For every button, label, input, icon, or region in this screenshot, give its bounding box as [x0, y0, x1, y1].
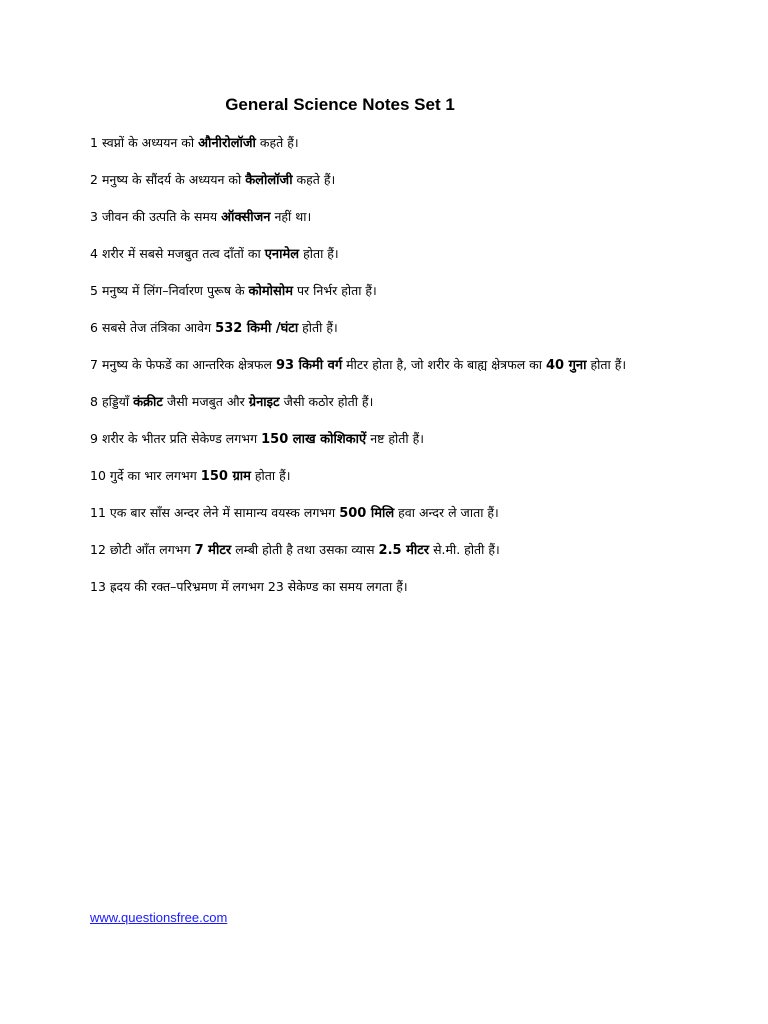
- note-number: 2: [90, 172, 98, 187]
- note-text: नहीं था।: [274, 209, 312, 224]
- note-text: नष्ट होती हैं।: [370, 431, 425, 446]
- note-item: [90, 430, 690, 449]
- note-item: [90, 171, 690, 190]
- note-highlight: एनामेल: [264, 247, 300, 262]
- note-text: छोटी ऑंत लगभग: [109, 542, 191, 557]
- note-text: होती हैं।: [302, 320, 338, 335]
- note-number: 7: [90, 357, 98, 372]
- note-highlight: ग्रेनाइट: [248, 395, 280, 410]
- note-number: 3: [90, 209, 98, 224]
- note-highlight: 2.5 मीटर: [378, 543, 430, 558]
- notes-list: [90, 134, 690, 614]
- note-item: [90, 578, 690, 596]
- note-highlight: कंक्रीट: [133, 395, 163, 410]
- note-item: [90, 134, 690, 153]
- note-number: 9: [90, 431, 98, 446]
- note-text: कहते हैं।: [296, 172, 336, 187]
- note-text: जीवन की उत्पति के समय: [101, 209, 218, 224]
- website-link[interactable]: www.questionsfree.com: [90, 910, 228, 925]
- note-text: जैसी कठोर होती हैं।: [283, 394, 374, 409]
- note-text: लम्बी होती है तथा उसका व्यास: [235, 542, 375, 557]
- note-item: [90, 467, 690, 486]
- note-item: [90, 393, 690, 412]
- note-text: होता हैं।: [254, 468, 291, 483]
- note-highlight: ऑक्सीजन: [221, 210, 271, 225]
- note-number: 6: [90, 320, 98, 335]
- note-highlight: 7 मीटर: [194, 543, 232, 558]
- note-text: स्वप्नों के अध्ययन को: [101, 135, 195, 150]
- note-item: [90, 245, 690, 264]
- note-highlight: औनीरोलॉजी: [198, 136, 256, 151]
- note-item: [90, 504, 690, 523]
- note-text: शरीर के भीतर प्रति सेकेण्ड लगभग: [101, 431, 258, 446]
- note-text: मीटर होता है, जो शरीर के बाह्य क्षेत्रफल का: [346, 357, 543, 372]
- note-text: एक बार सॉंस अन्दर लेने में सामान्य वयस्क लगभग: [109, 505, 336, 520]
- note-highlight: कैलोलॉजी: [245, 173, 293, 188]
- note-number: 8: [90, 394, 98, 409]
- note-highlight: कोमोसोम: [248, 284, 293, 299]
- note-text: हवा अन्दर ले जाता हैं।: [398, 505, 499, 520]
- note-number: 1: [90, 135, 98, 150]
- note-item: [90, 356, 690, 375]
- note-text: ह्रदय की रक्त–परिभ्रमण में लगभग 23 सेकेण्ड का समय लगता हैं।: [109, 579, 408, 594]
- note-text: कहते हैं।: [259, 135, 299, 150]
- note-text: पर निर्भर होता हैं।: [296, 283, 377, 298]
- note-highlight: 150 ग्राम: [200, 469, 251, 484]
- note-item: [90, 319, 690, 338]
- note-text: शरीर में सबसे मजबुत तत्व दॉंतों का: [101, 246, 261, 261]
- document-title: General Science Notes Set 1: [225, 95, 455, 114]
- note-text: होता हैं।: [590, 357, 627, 372]
- note-number: 12: [90, 542, 106, 557]
- note-number: 4: [90, 246, 98, 261]
- note-text: से.मी. होती हैं।: [433, 542, 500, 557]
- note-text: मनुष्य के फेफडें का आन्तरिक क्षेत्रफल: [101, 357, 272, 372]
- note-highlight: 150 लाख कोशिकाऐं: [261, 432, 367, 447]
- note-highlight: 532 किमी /घंटा: [215, 321, 299, 336]
- note-number: 11: [90, 505, 106, 520]
- note-text: जैसी मजबुत और: [166, 394, 245, 409]
- note-highlight: 40 गुना: [546, 358, 587, 373]
- note-item: [90, 282, 690, 301]
- note-item: [90, 208, 690, 227]
- note-highlight: 500 मिलि: [339, 506, 395, 521]
- note-text: गुर्दे का भार लगभग: [109, 468, 197, 483]
- note-item: [90, 541, 690, 560]
- note-text: होता हैं।: [303, 246, 339, 261]
- note-highlight: 93 किमी वर्ग: [275, 358, 343, 373]
- note-text: सबसे तेज तंत्रिका आवेग: [101, 320, 212, 335]
- note-text: हड्डियॉं: [101, 394, 130, 409]
- note-number: 5: [90, 283, 98, 298]
- note-text: मनुष्य के सौंदर्य के अध्ययन को: [101, 172, 242, 187]
- note-number: 10: [90, 468, 106, 483]
- note-text: मनुष्य में लिंग–निर्वारण पुरूष के: [101, 283, 245, 298]
- note-number: 13: [90, 579, 106, 594]
